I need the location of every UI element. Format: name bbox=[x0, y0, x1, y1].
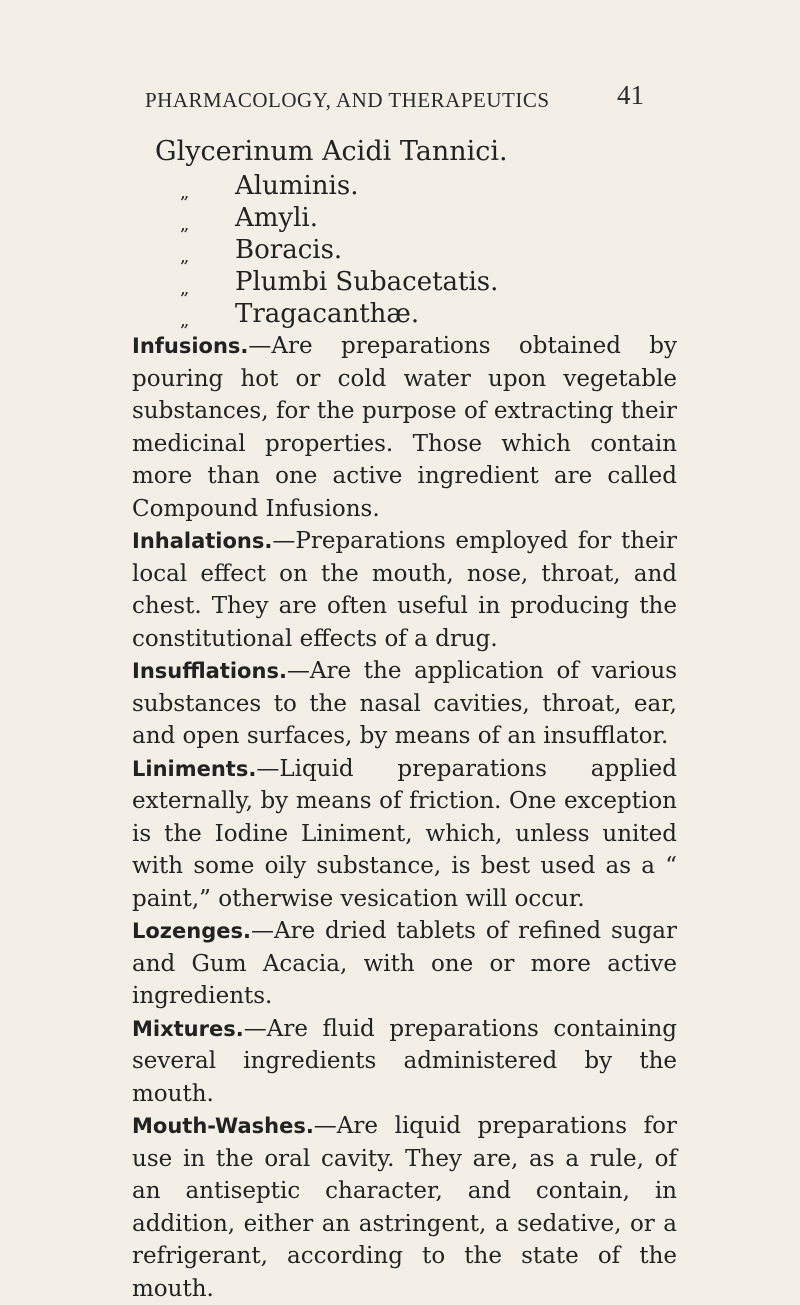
running-title: PHARMACOLOGY, AND THERAPEUTICS bbox=[145, 88, 550, 112]
entry-term: Mixtures. bbox=[132, 1016, 244, 1041]
glycerin-list-heading: Glycerinum Acidi Tannici. bbox=[155, 136, 508, 167]
list-item bbox=[180, 266, 498, 298]
list-item bbox=[180, 234, 498, 266]
ditto-mark: „ bbox=[180, 310, 190, 331]
list-item bbox=[180, 202, 498, 234]
entry-infusions bbox=[132, 330, 677, 525]
entry-term: Insufflations. bbox=[132, 659, 287, 683]
list-item-label: Boracis. bbox=[235, 235, 343, 265]
list-item bbox=[180, 170, 498, 202]
entry-liniments bbox=[132, 753, 677, 916]
entry-mouth-washes bbox=[132, 1110, 677, 1305]
list-item-label: Amyli. bbox=[235, 203, 319, 233]
entry-text: —Are the application of various substances to the nasal cavities, throat, ear, and open surfaces, by means of an insufflator. bbox=[132, 658, 677, 749]
ditto-mark: „ bbox=[180, 246, 190, 267]
glycerin-list bbox=[180, 170, 498, 330]
entry-term: Inhalations. bbox=[132, 529, 273, 553]
entry-term: Liniments. bbox=[132, 756, 257, 781]
list-item-label: Tragacanthæ. bbox=[235, 299, 420, 329]
entry-text: —Preparations employed for their local effect on the mouth, nose, throat, and chest. They are often useful in producing the constitutional effects of a drug. bbox=[132, 528, 677, 652]
list-item-label: Plumbi Subacetatis. bbox=[235, 267, 499, 297]
list-item-label: Aluminis. bbox=[235, 171, 359, 201]
entry-text: —Are liquid preparations for use in the oral cavity. They are, as a rule, of an antiseptic character, and contain, in addition, either an astringent, a sedative, or a refrigerant, according to the state of the mouth. bbox=[132, 1113, 677, 1302]
ditto-mark: „ bbox=[180, 214, 190, 235]
entry-inhalations bbox=[132, 525, 677, 655]
entry-term: Infusions. bbox=[132, 334, 249, 358]
entry-text: —Are preparations obtained by pouring hot or cold water upon vegetable substances, for the purpose of extracting their medicinal properties. Those which contain more than one active ingredient are called Compound Infusions. bbox=[132, 333, 677, 522]
ditto-mark: „ bbox=[180, 278, 190, 299]
entry-insufflations bbox=[132, 655, 677, 753]
list-item bbox=[180, 298, 498, 330]
entry-text: —Liquid preparations applied externally, by means of friction. One exception is the Iodine Liniment, which, unless united with some oily substance, is best used as a “ paint,” otherwise vesication will occur. bbox=[132, 755, 677, 912]
entry-mixtures bbox=[132, 1013, 677, 1111]
entry-text: —Are fluid preparations containing several ingredients administered by the mouth. bbox=[132, 1015, 677, 1107]
entry-lozenges bbox=[132, 915, 677, 1013]
entry-term: Lozenges. bbox=[132, 919, 251, 943]
entry-text: —Are dried tablets of refined sugar and Gum Acacia, with one or more active ingredients. bbox=[132, 918, 677, 1009]
entry-term: Mouth-Washes. bbox=[132, 1114, 314, 1138]
ditto-mark: „ bbox=[180, 182, 190, 203]
page-number: 41 bbox=[617, 80, 644, 110]
definitions-body bbox=[132, 330, 677, 1305]
